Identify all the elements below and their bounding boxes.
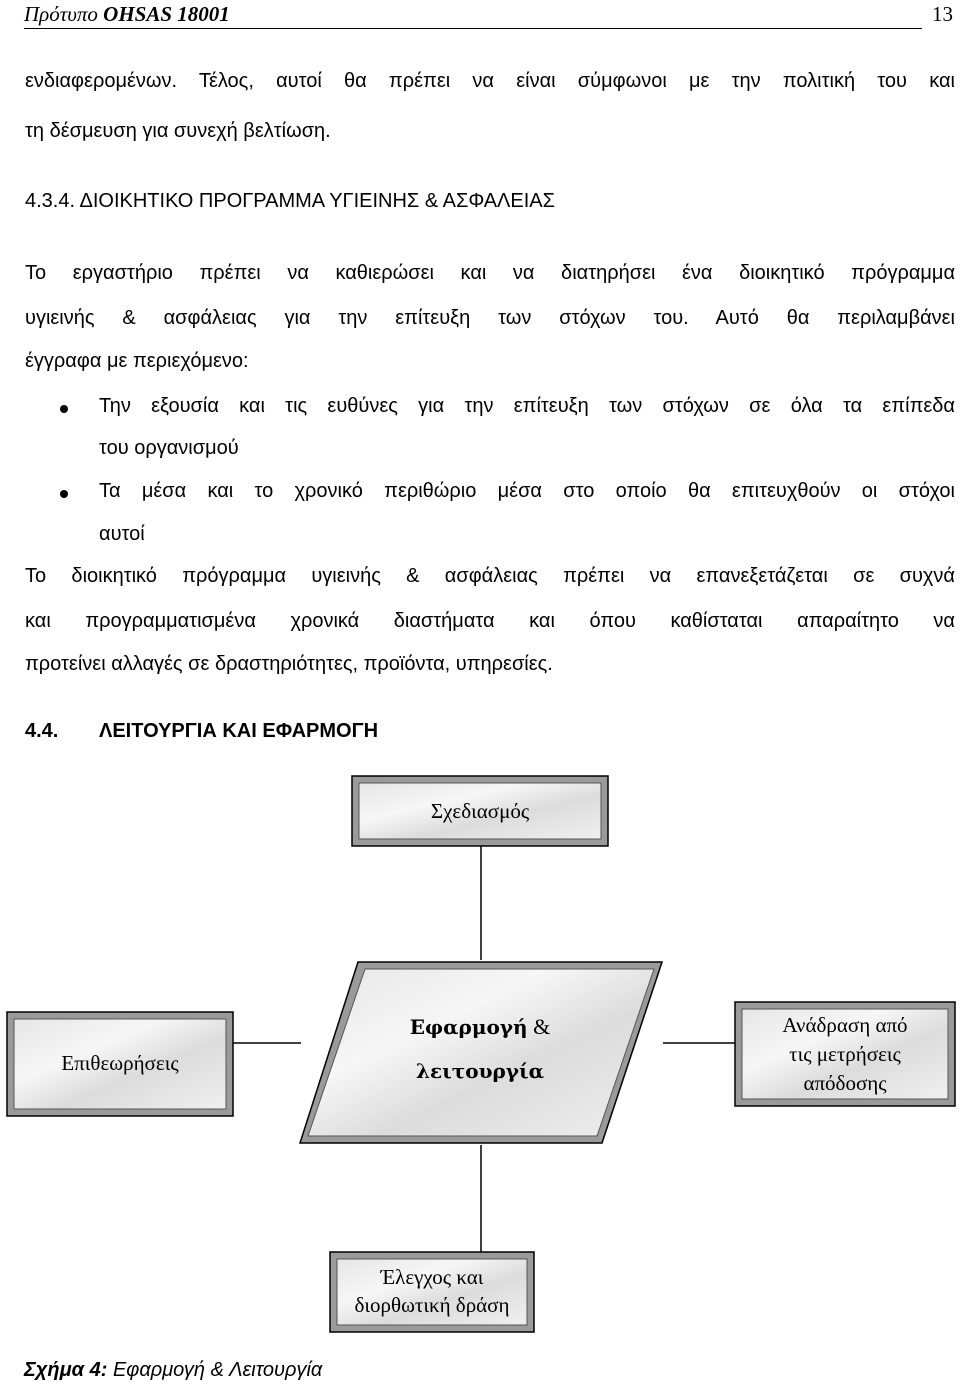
paragraph-line: Το εργαστήριο πρέπει να καθιερώσει και να διατηρήσει ένα διοικητικό πρόγραμμα [25,262,955,284]
bullet-item-line: Την εξουσία και τις ευθύνες για την επίτευξη των στόχων σε όλα τα επίπεδα [99,395,955,417]
header-standard: OHSAS 18001 [103,2,230,26]
reviews-label: Επιθεωρήσεις [61,1051,179,1075]
section-heading: ΛΕΙΤΟΥΡΓΙΑ ΚΑΙ ΕΦΑΡΜΟΓΗ [99,720,379,742]
section-number: 4.4. [25,720,59,742]
implementation-label-line2: λειτουργία [415,1059,545,1083]
feedback-label-line: απόδοσης [803,1071,887,1095]
implementation-bold-word: Εφαρμογή [409,1015,528,1039]
feedback-label-line: Ανάδραση από [782,1013,908,1037]
control-label-line: διορθωτική δράση [354,1293,510,1317]
bullet-item-line: αυτοί [99,523,145,545]
figure-caption [24,1359,322,1382]
paragraph-line: Το διοικητικό πρόγραμμα υγιεινής & ασφάλειας πρέπει να επανεξετάζεται σε συχνά [25,565,955,587]
implementation-label-line1 [330,1013,630,1041]
feedback-label-line: τις μετρήσεις [789,1042,901,1066]
paragraph-line: προτείνει αλλαγές σε δραστηριότητες, προϊόντα, υπηρεσίες. [25,653,553,675]
paragraph-line: ενδιαφερομένων. Τέλος, αυτοί θα πρέπει να είναι σύμφωνοι με την πολιτική του και [25,70,955,92]
implementation-parallelogram [300,962,662,1143]
header-prefix: Πρότυπο [24,2,98,26]
implementation-ampersand: & [533,1014,551,1039]
planning-label: Σχεδιασμός [430,799,530,823]
page-number: 13 [932,2,953,26]
figure-caption-text: Εφαρμογή & Λειτουργία [112,1359,323,1381]
paragraph-line: τη δέσμευση για συνεχή βελτίωση. [25,120,331,142]
section-heading: 4.3.4. ΔΙΟΙΚΗΤΙΚΟ ΠΡΟΓΡΑΜΜΑ ΥΓΙΕΙΝΗΣ & ΑΣΦΑΛΕΙΑΣ [25,190,556,212]
control-label-line: Έλεγχος και [380,1265,484,1289]
paragraph-line: υγιεινής & ασφάλειας για την επίτευξη των στόχων του. Αυτό θα περιλαμβάνει [25,307,955,329]
bullet-item-line: του οργανισμού [99,437,239,459]
figure-caption-label: Σχήμα 4: [24,1359,108,1381]
paragraph-line: έγγραφα με περιεχόμενο: [25,350,249,372]
paragraph-line: και προγραμματισμένα χρονικά διαστήματα και όπου καθίσταται απαραίτητο να [25,610,955,632]
bullet-item-line: Τα μέσα και το χρονικό περιθώριο μέσα στο οποίο θα επιτευχθούν οι στόχοι [99,480,955,502]
